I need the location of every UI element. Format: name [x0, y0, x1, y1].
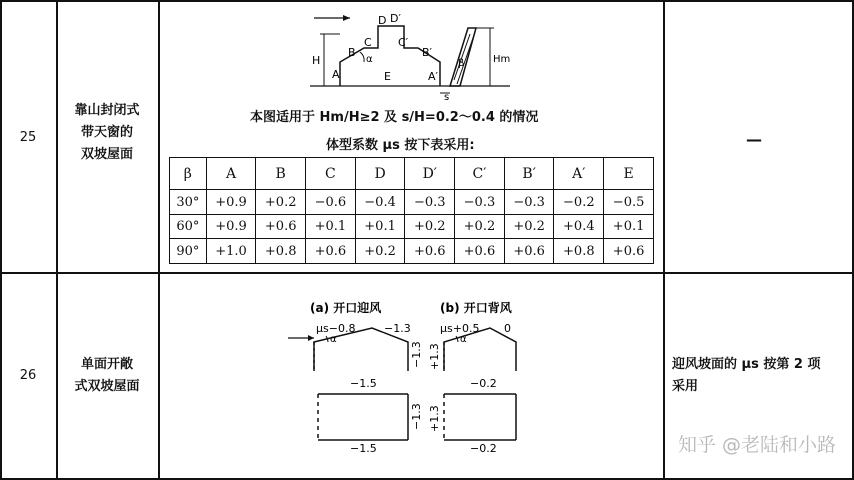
row-divider	[0, 272, 854, 274]
row-number: 26	[19, 368, 37, 383]
table-header-row	[170, 158, 654, 190]
table-cell: +0.4	[554, 214, 604, 239]
table-cell: +0.6	[405, 239, 455, 264]
diagram-a-left-top: μs−0.8	[316, 322, 356, 335]
diagram-a-alpha: α	[330, 334, 337, 345]
row-name-line: 双坡屋面	[80, 147, 133, 162]
diagram-25	[300, 4, 520, 100]
table-header-cell: D	[355, 158, 405, 190]
table-cell: −0.3	[504, 190, 554, 215]
diagram-b-right-top: 0	[504, 322, 511, 335]
label-e: E	[384, 70, 391, 83]
table-cell: +0.6	[455, 239, 505, 264]
label-c: C	[364, 36, 372, 49]
table-cell: 60°	[170, 214, 207, 239]
table-header-cell: D′	[405, 158, 455, 190]
table-cell: −0.6	[306, 190, 356, 215]
table-cell: +0.6	[306, 239, 356, 264]
diagram-b-plan-side: +1.3	[428, 405, 441, 432]
column-divider	[663, 0, 665, 480]
label-b-prime: B′	[422, 46, 433, 59]
diagram-a-right-side: −1.3	[410, 341, 423, 368]
diagram-a-bottom: −1.5	[350, 377, 377, 390]
label-beta: β	[458, 58, 465, 69]
row-note: —	[746, 130, 762, 149]
table-cell: −0.5	[604, 190, 654, 215]
row-name	[57, 100, 157, 166]
row-name	[57, 354, 157, 398]
table-header-cell: A′	[554, 158, 604, 190]
table-title: 体型系数 μs 按下表采用:	[326, 138, 475, 153]
table-cell: +0.1	[355, 214, 405, 239]
diagram-b-left-side: +1.3	[428, 343, 441, 370]
table-row	[170, 190, 654, 215]
diagram-b-left-top: μs+0.5	[440, 322, 480, 335]
label-h: H	[312, 54, 321, 67]
table-cell: +0.9	[206, 214, 256, 239]
column-divider	[56, 0, 58, 480]
table-cell: +0.2	[504, 214, 554, 239]
label-c-prime: C′	[398, 36, 409, 49]
table-cell: +1.0	[206, 239, 256, 264]
table-cell: −0.4	[355, 190, 405, 215]
table-cell: +0.8	[554, 239, 604, 264]
diagram-b-title: (b) 开口背风	[440, 301, 512, 315]
table-row	[170, 214, 654, 239]
table-cell: +0.6	[504, 239, 554, 264]
coefficient-table	[169, 157, 654, 264]
diagram-b-plan-bottom: −0.2	[470, 442, 497, 455]
row-note-line: 采用	[672, 379, 699, 394]
table-cell: +0.2	[405, 214, 455, 239]
label-d-prime: D′	[390, 12, 401, 25]
column-divider	[158, 0, 160, 480]
table-header-cell: C	[306, 158, 356, 190]
diagram-b-bottom: −0.2	[470, 377, 497, 390]
diagram-a-title: (a) 开口迎风	[310, 301, 382, 315]
table-cell: +0.8	[256, 239, 306, 264]
table-cell: −0.3	[455, 190, 505, 215]
row-name-line: 式双坡屋面	[74, 379, 140, 394]
diagram-a-plan-side: −1.3	[410, 403, 423, 430]
label-b: B	[348, 46, 356, 59]
table-cell: +0.9	[206, 190, 256, 215]
table-cell: +0.2	[455, 214, 505, 239]
diagram-a-plan-bottom: −1.5	[350, 442, 377, 455]
label-s: s	[444, 92, 450, 100]
diagram-b-alpha: α	[460, 334, 467, 345]
watermark: 知乎 @老陆和小路	[677, 434, 836, 456]
table-header-cell: A	[206, 158, 256, 190]
row-number: 25	[19, 130, 37, 145]
label-a-prime: A′	[428, 70, 439, 83]
label-a: A	[332, 68, 340, 81]
row-name-line: 带天窗的	[80, 125, 133, 140]
label-d: D	[378, 14, 387, 27]
diagram-caption: 本图适用于 Hm/H≥2 及 s/H=0.2～0.4 的情况	[250, 110, 539, 125]
label-hm: Hm	[493, 54, 511, 65]
table-cell: −0.3	[405, 190, 455, 215]
label-alpha: α	[366, 54, 373, 65]
table-cell: +0.6	[256, 214, 306, 239]
table-cell: +0.6	[604, 239, 654, 264]
row-name-line: 单面开敞	[80, 357, 133, 372]
table-cell: +0.2	[355, 239, 405, 264]
diagram-a-right-top: −1.3	[384, 322, 411, 335]
row-note-line: 迎风坡面的 μs 按第 2 项	[672, 357, 821, 372]
table-header-cell: E	[604, 158, 654, 190]
table-header-cell: β	[170, 158, 207, 190]
row-name-line: 靠山封闭式	[74, 103, 140, 118]
table-cell: −0.2	[554, 190, 604, 215]
table-header-cell: B′	[504, 158, 554, 190]
table-row	[170, 239, 654, 264]
diagram-26	[280, 296, 560, 456]
table-cell: +0.2	[256, 190, 306, 215]
table-header-cell: C′	[455, 158, 505, 190]
table-cell: +0.1	[604, 214, 654, 239]
table-cell: +0.1	[306, 214, 356, 239]
table-header-cell: B	[256, 158, 306, 190]
table-cell: 30°	[170, 190, 207, 215]
table-cell: 90°	[170, 239, 207, 264]
row-note	[672, 354, 820, 398]
